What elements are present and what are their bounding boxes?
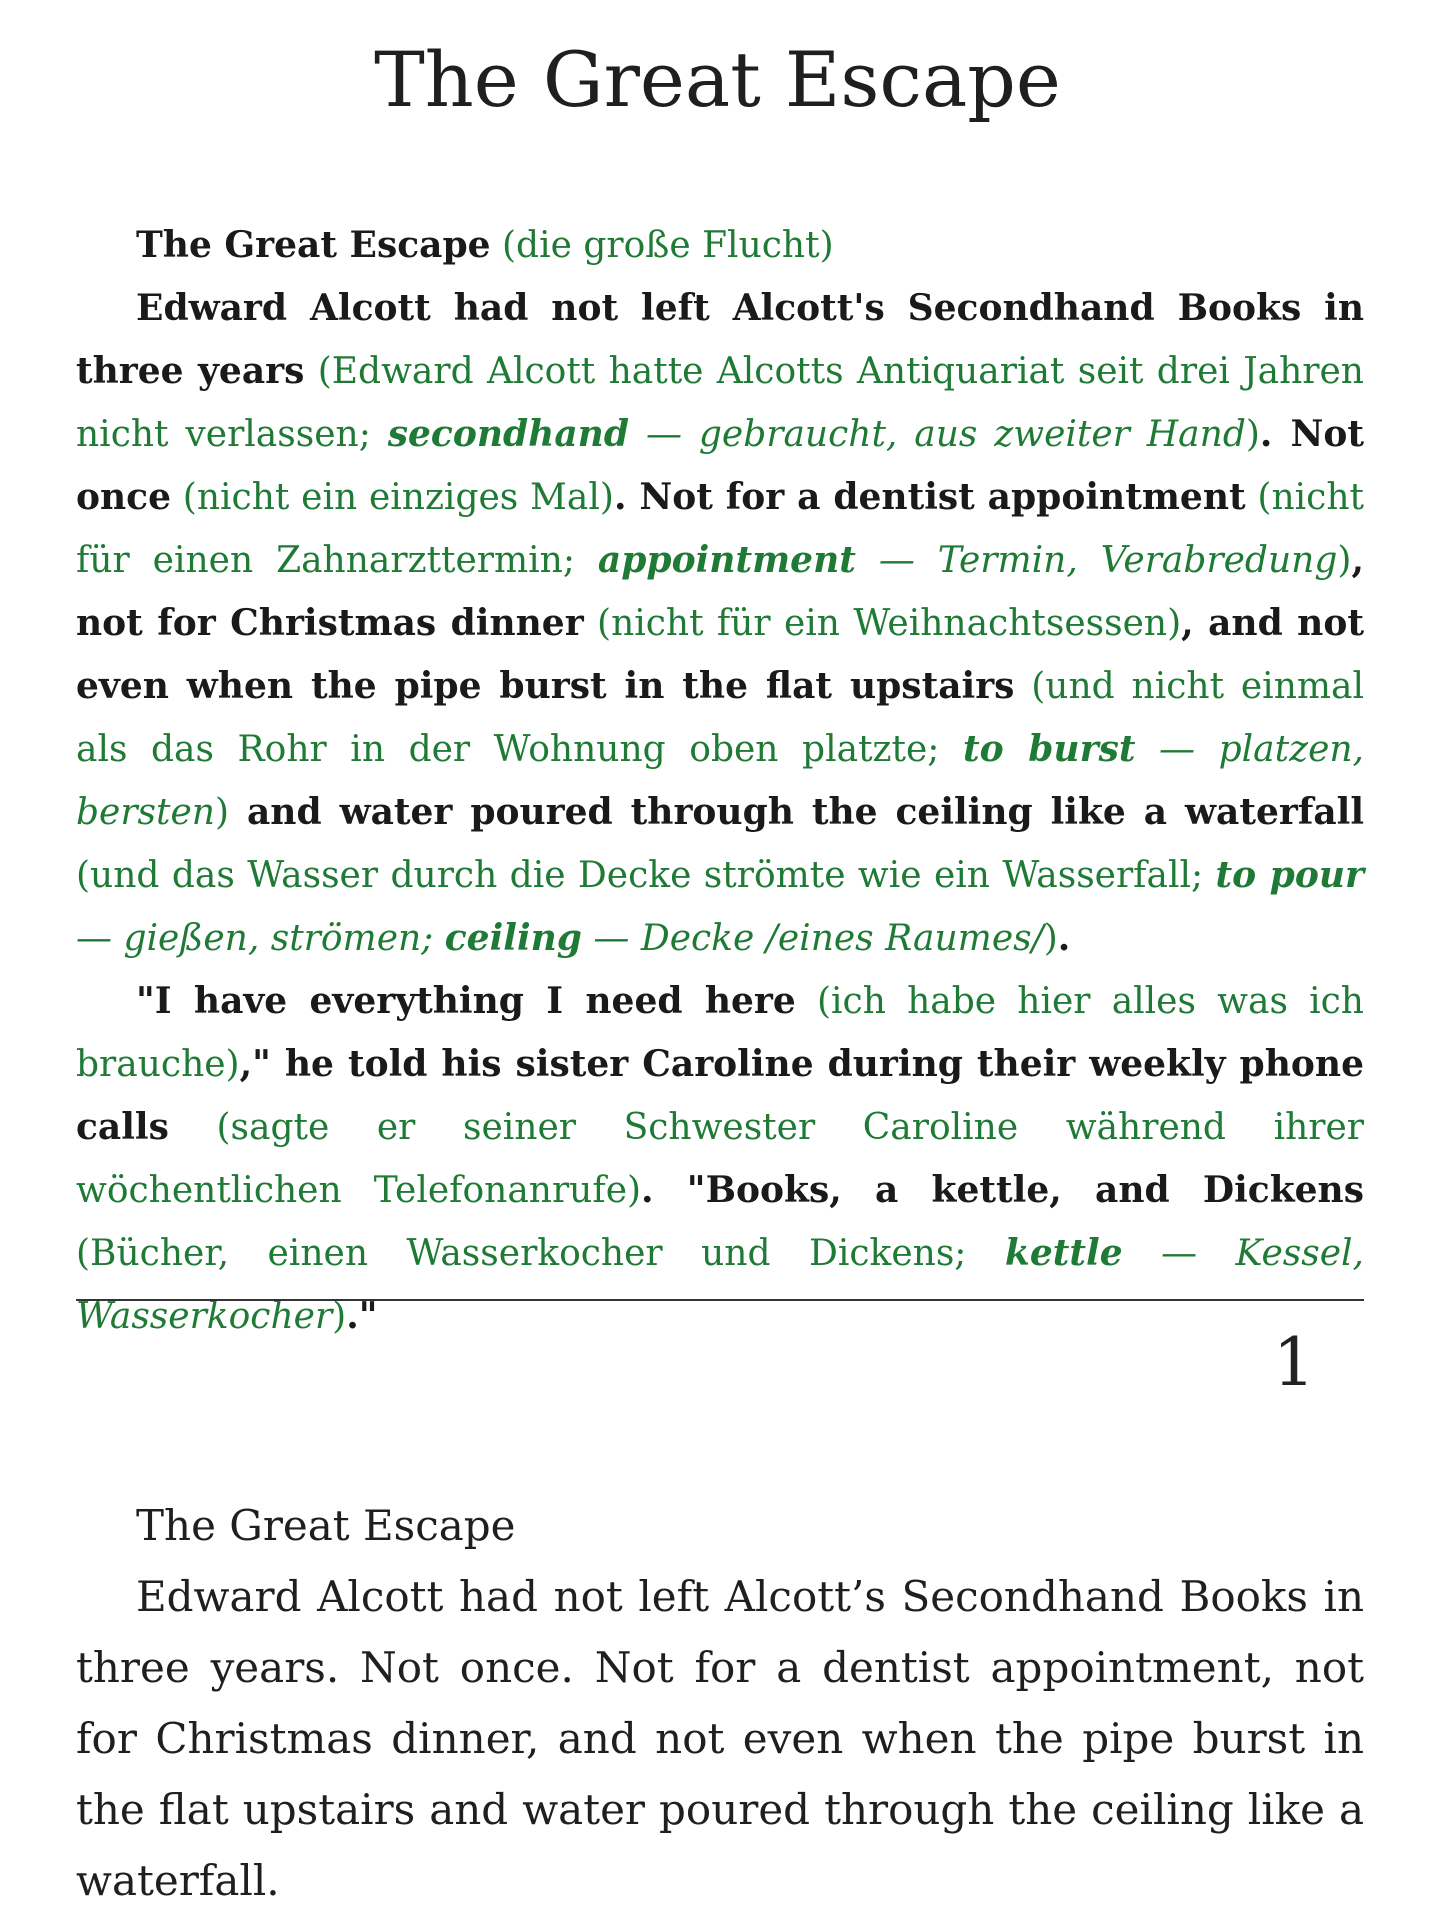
english-phrase: The Great Escape — [136, 224, 491, 266]
english-phrase: . Not for a dentist appointment — [613, 476, 1246, 518]
sentence-end: ." — [346, 1295, 378, 1337]
german-translation: (sagte er seiner Schwester Caroline während ihrer wöchentlichen Telefonanrufe) — [76, 1107, 1364, 1211]
german-translation: (Bücher, einen Wasserkocher und Dickens; — [76, 1233, 1005, 1274]
annotated-paragraph-heading — [76, 214, 1364, 277]
vocab-term: ceiling — [444, 917, 582, 959]
english-phrase: Edward Alcott had not left Alcott's Secondhand Books in three years — [76, 287, 1364, 392]
german-translation-close: ) — [1043, 918, 1058, 959]
english-phrase: and water poured through the ceiling like a waterfall — [229, 791, 1364, 833]
vocab-gloss: — Decke /eines Raumes/ — [581, 918, 1044, 959]
german-translation: (nicht für ein Weihnachtsessen) — [583, 603, 1182, 644]
german-translation: (und das Wasser durch die Decke strömte wie ein Wasserfall; — [76, 855, 1216, 896]
vocab-term: to burst — [962, 728, 1136, 770]
english-phrase: "I have everything I need here — [136, 980, 796, 1022]
english-phrase: . "Books, a kettle, and Dickens — [641, 1169, 1364, 1211]
german-translation: (die große Flucht) — [502, 225, 834, 266]
vocab-term: kettle — [1004, 1232, 1123, 1274]
german-translation: (und nicht einmal als das Rohr in der Wohnung oben platzte; — [76, 666, 1364, 770]
sentence-end: . — [1057, 917, 1071, 959]
vocab-term: secondhand — [387, 413, 630, 455]
german-translation-close: ) — [215, 792, 230, 833]
german-translation-close: ) — [1245, 414, 1260, 455]
page-number: 1 — [1273, 1324, 1315, 1401]
vocab-gloss: — gebraucht, aus zweiter Hand — [629, 414, 1246, 455]
vocab-gloss: — platzen, bersten — [76, 729, 1365, 833]
english-phrase: ," he told his sister Caroline during their weekly phone calls — [76, 1043, 1364, 1148]
vocab-term: to pour — [1215, 854, 1365, 896]
english-phrase: , and not even when the pipe burst in the flat upstairs — [76, 602, 1364, 707]
german-translation: (Edward Alcott hatte Alcotts Antiquariat seit drei Jahren nicht verlassen; — [76, 351, 1364, 455]
english-phrase: . Not once — [76, 413, 1364, 518]
plain-heading: The Great Escape — [136, 1501, 516, 1550]
annotated-paragraph-2 — [76, 970, 1364, 1348]
vocab-gloss: — gießen, strömen; — [76, 918, 445, 959]
plain-paragraph: Edward Alcott had not left Alcott’s Secondhand Books in three years. Not once. Not for a dentist appointment, not for Christmas dinner, and not even when the pipe burst in the flat upstairs and water poured through the ceiling like a waterfall. — [76, 1572, 1364, 1905]
vocab-gloss: — Termin, Verabredung — [855, 540, 1338, 581]
plain-text — [76, 1490, 1364, 1916]
vocab-gloss: — Kessel, Wasserkocher — [76, 1233, 1364, 1337]
english-phrase: , not for Christmas dinner — [76, 539, 1364, 644]
german-translation-close: ) — [1337, 540, 1352, 581]
annotated-paragraph-1 — [76, 277, 1364, 970]
section-divider — [76, 1299, 1364, 1301]
vocab-term: appointment — [597, 539, 856, 581]
annotated-text — [76, 214, 1364, 1348]
german-translation: (ich habe hier alles was ich brauche) — [76, 981, 1364, 1085]
chapter-title: The Great Escape — [374, 35, 1061, 124]
german-translation: (nicht für einen Zahnarzttermin; — [76, 477, 1364, 581]
german-translation-close: ) — [332, 1296, 347, 1337]
german-translation: (nicht ein einziges Mal) — [171, 477, 614, 518]
